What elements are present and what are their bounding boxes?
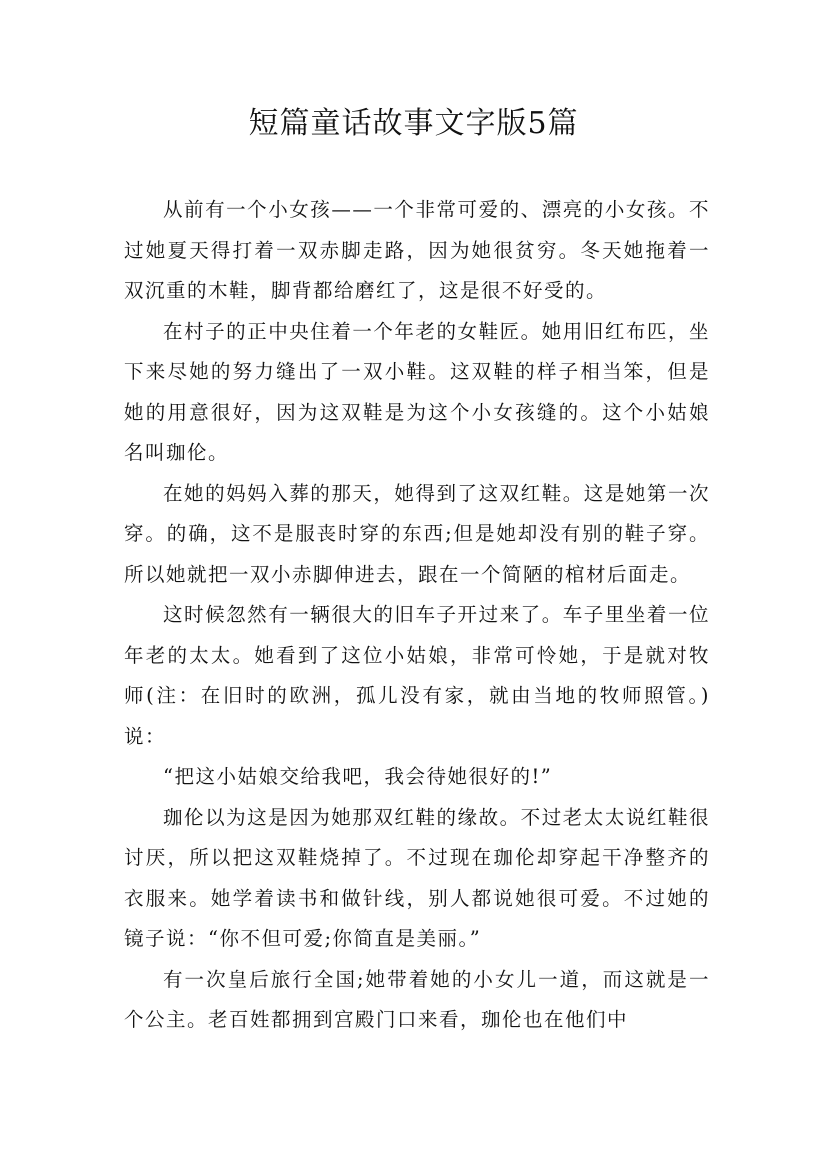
paragraph-7: 有一次皇后旅行全国;她带着她的小女儿一道，而这就是一个公主。老百姓都拥到宫殿门口来看，珈伦也在他们中: [124, 967, 710, 1031]
paragraph-6: 珈伦以为这是因为她那双红鞋的缘故。不过老太太说红鞋很讨厌，所以把这双鞋烧掉了。不过现在珈伦却穿起干净整齐的衣服来。她学着读书和做针线，别人都说她很可爱。不过她的镜子说：“你不但可爱;你简直是美丽。”: [124, 805, 710, 950]
paragraph-3: 在她的妈妈入葬的那天，她得到了这双红鞋。这是她第一次穿。的确，这不是服丧时穿的东西;但是她却没有别的鞋子穿。所以她就把一双小赤脚伸进去，跟在一个简陋的棺材后面走。: [124, 481, 710, 586]
paragraph-1: 从前有一个小女孩——一个非常可爱的、漂亮的小女孩。不过她夏天得打着一双赤脚走路，因为她很贫穷。冬天她拖着一双沉重的木鞋，脚背都给磨红了，这是很不好受的。: [124, 198, 710, 302]
paragraph-4: 这时候忽然有一辆很大的旧车子开过来了。车子里坐着一位年老的太太。她看到了这位小姑娘，非常可怜她，于是就对牧师(注：在旧时的欧洲，孤儿没有家，就由当地的牧师照管。)说：: [124, 603, 710, 748]
document-title: 短篇童话故事文字版5篇: [248, 106, 579, 141]
paragraph-5-quote: “把这小姑娘交给我吧，我会待她很好的!”: [163, 765, 553, 788]
document-body: [124, 190, 710, 1041]
paragraph-2: 在村子的正中央住着一个年老的女鞋匠。她用旧红布匹，坐下来尽她的努力缝出了一双小鞋。这双鞋的样子相当笨，但是她的用意很好，因为这双鞋是为这个小女孩缝的。这个小姑娘名叫珈伦。: [124, 319, 710, 464]
